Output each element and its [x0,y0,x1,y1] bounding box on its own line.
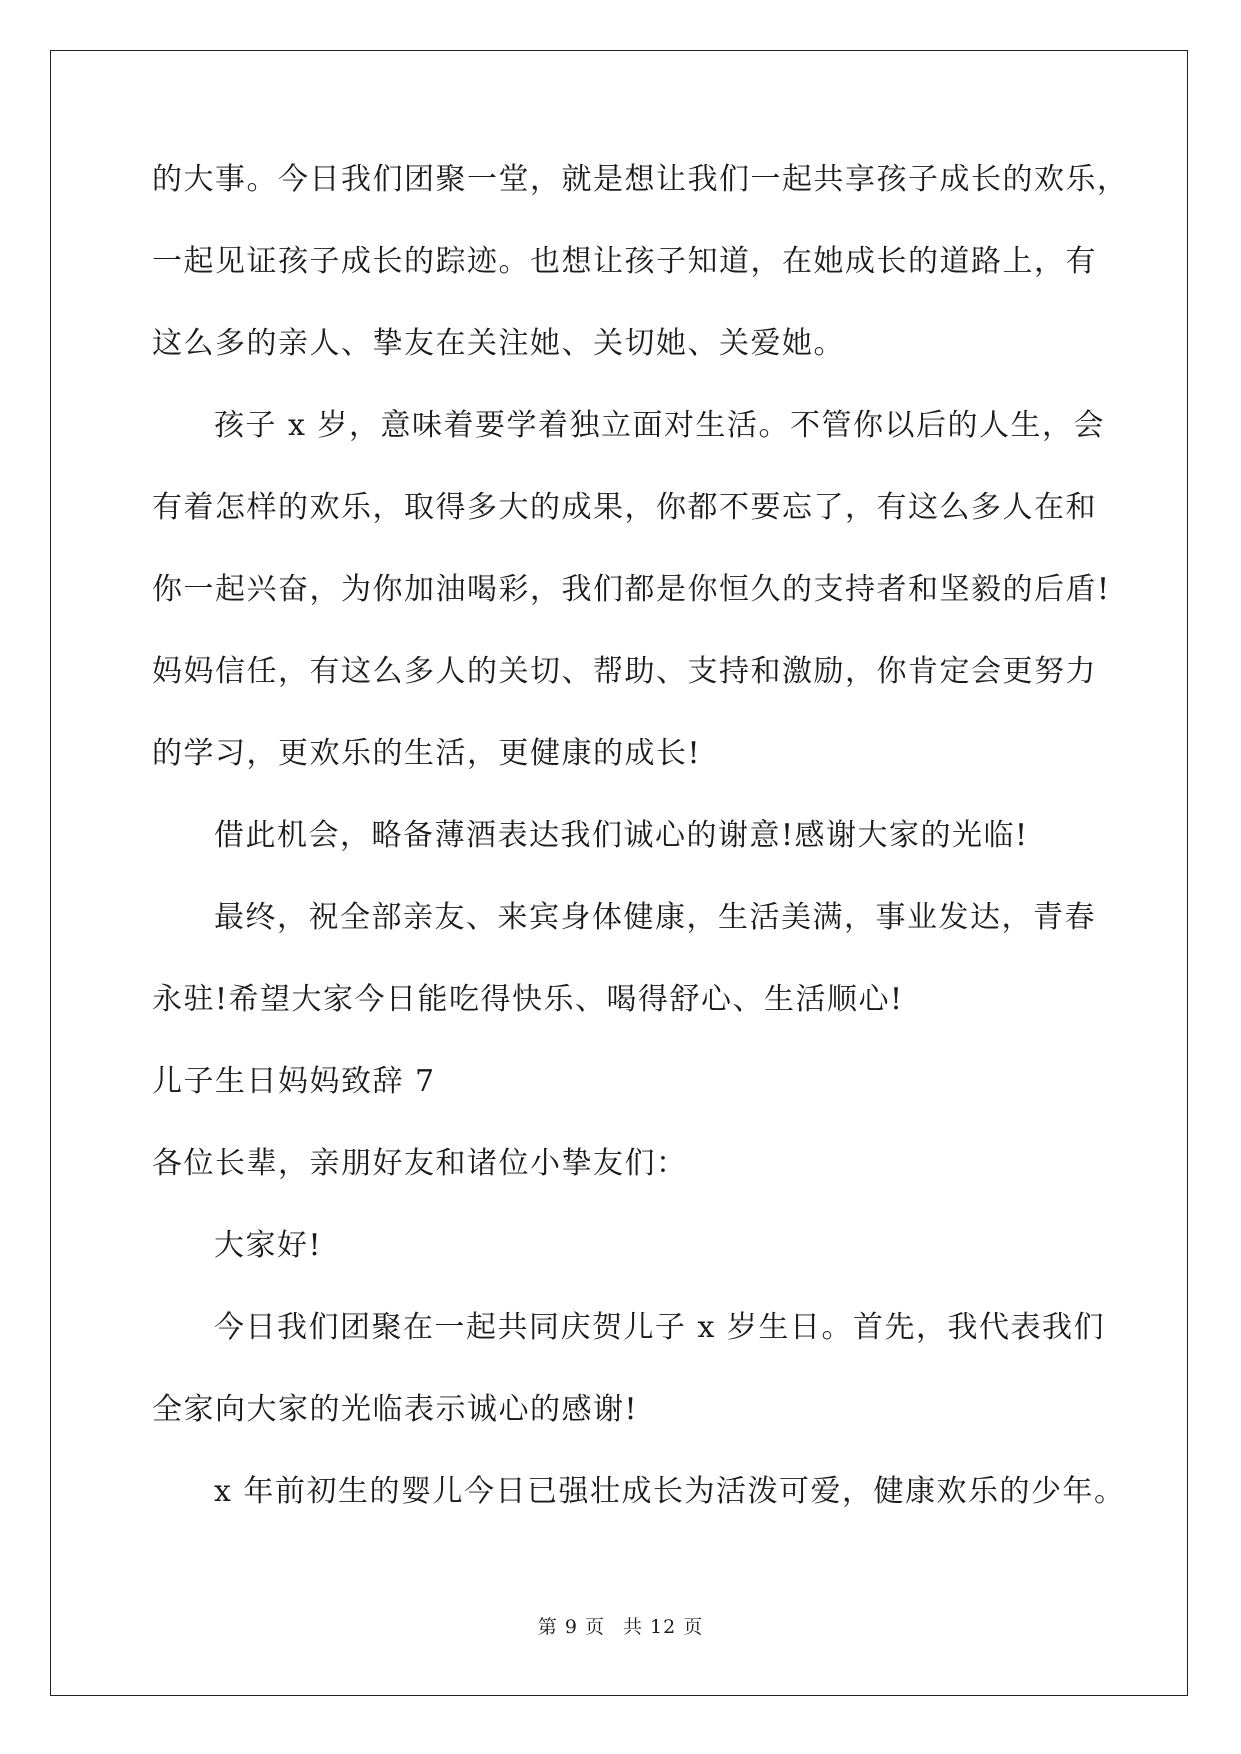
text-line-11: 永驻!希望大家今日能吃得快乐、喝得舒心、生活顺心! [152,982,904,1017]
text-line-4: 孩子 x 岁，意味着要学着独立面对生活。不管你以后的人生，会 [214,408,1105,443]
text-line-17: x 年前初生的婴儿今日已强壮成长为活泼可爱，健康欢乐的少年。 [214,1474,1126,1509]
text-line-3: 这么多的亲人、挚友在关注她、关切她、关爱她。 [152,326,845,361]
text-line-6: 你一起兴奋，为你加油喝彩，我们都是你恒久的支持者和坚毅的后盾! [152,572,1111,607]
text-line-1: 的大事。今日我们团聚一堂，就是想让我们一起共享孩子成长的欢乐， [152,162,1129,197]
salutation: 各位长辈，亲朋好友和诸位小挚友们： [152,1146,688,1181]
text-line-8: 的学习，更欢乐的生活，更健康的成长! [152,736,702,771]
text-line-7: 妈妈信任，有这么多人的关切、帮助、支持和激励，你肯定会更努力 [152,654,1097,689]
section-heading: 儿子生日妈妈致辞 7 [152,1064,436,1099]
greeting: 大家好! [214,1228,323,1263]
page-footer [0,1612,1241,1639]
page-number-current: 第 9 页 [537,1616,605,1638]
page-number-total: 共 12 页 [622,1616,704,1638]
text-line-16: 全家向大家的光临表示诚心的感谢! [152,1392,639,1427]
text-line-2: 一起见证孩子成长的踪迹。也想让孩子知道，在她成长的道路上，有 [152,244,1097,279]
text-line-15: 今日我们团聚在一起共同庆贺儿子 x 岁生日。首先，我代表我们 [214,1310,1105,1345]
text-line-10: 最终，祝全部亲友、来宾身体健康，生活美满，事业发达，青春 [214,900,1096,935]
document-body [152,160,1129,1554]
text-line-5: 有着怎样的欢乐，取得多大的成果，你都不要忘了，有这么多人在和 [152,490,1097,525]
text-line-9: 借此机会，略备薄酒表达我们诚心的谢意!感谢大家的光临! [214,818,1029,853]
